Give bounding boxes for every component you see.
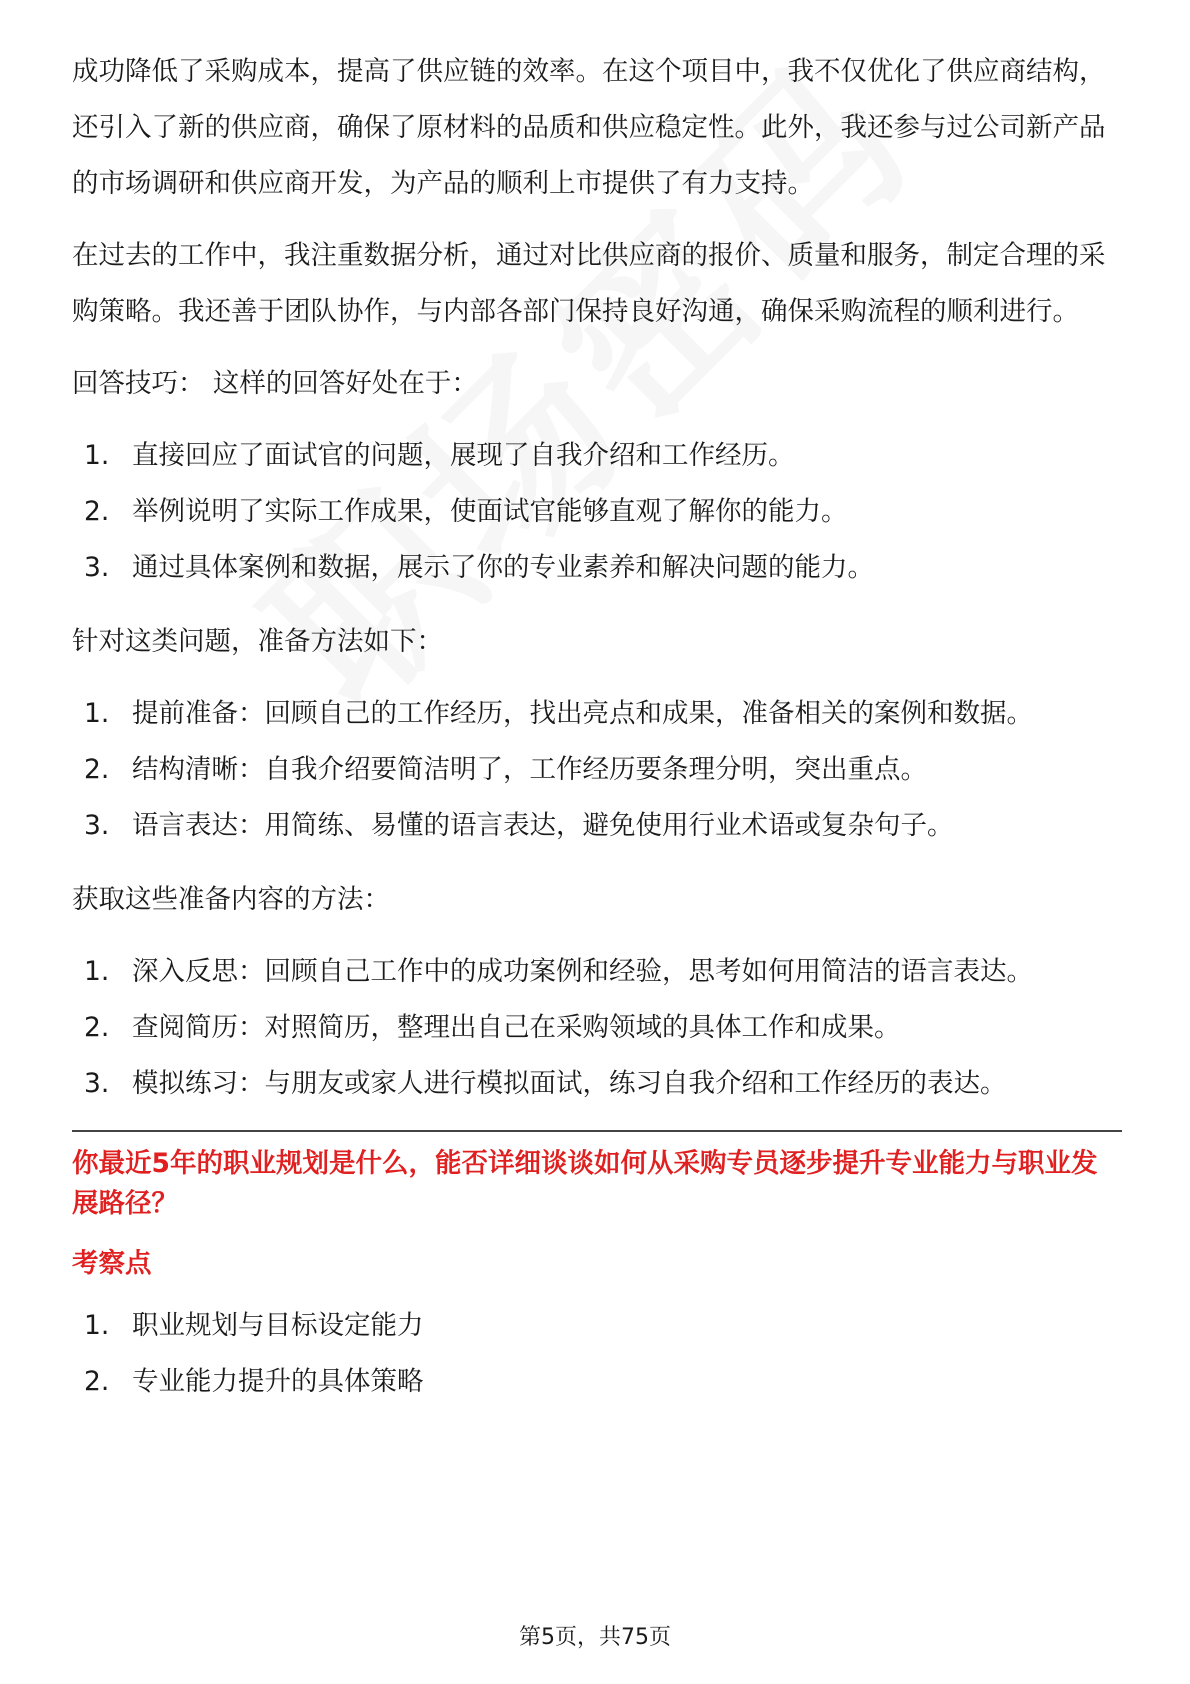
- tips-heading: 回答技巧： 这样的回答好处在于：: [72, 368, 478, 399]
- list-item: [72, 428, 1122, 484]
- list-item-text: 结构清晰：自我介绍要简洁明了，工作经历要条理分明，突出重点。: [132, 754, 927, 785]
- list-item: [72, 944, 1122, 1000]
- tips-list: [72, 428, 1122, 596]
- list-item-text: 语言表达：用简练、易懂的语言表达，避免使用行业术语或复杂句子。: [132, 810, 954, 841]
- question-title: 你最近5年的职业规划是什么，能否详细谈谈如何从采购专员逐步提升专业能力与职业发展路径？: [72, 1148, 1098, 1219]
- list-item-number: 1.: [84, 698, 110, 729]
- assessment-points-list: [72, 1298, 1122, 1410]
- list-item-number: 3.: [84, 552, 110, 583]
- list-item-number: 2.: [84, 754, 110, 785]
- sources-heading: 获取这些准备内容的方法：: [72, 884, 390, 915]
- list-item-text: 查阅简历：对照简历，整理出自己在采购领域的具体工作和成果。: [132, 1012, 901, 1043]
- prep-list: [72, 686, 1122, 854]
- list-item-number: 3.: [84, 1068, 110, 1099]
- list-item: [72, 484, 1122, 540]
- paragraph-achievements: 成功降低了采购成本，提高了供应链的效率。在这个项目中，我不仅优化了供应商结构，还引入了新的供应商，确保了原材料的品质和供应稳定性。此外，我还参与过公司新产品的市场调研和供应商开发，为产品的顺利上市提供了有力支持。: [72, 56, 1106, 199]
- list-item: [72, 1298, 1122, 1354]
- list-item: [72, 1056, 1122, 1112]
- list-item-text: 通过具体案例和数据，展示了你的专业素养和解决问题的能力。: [132, 552, 874, 583]
- list-item: [72, 1000, 1122, 1056]
- list-item-number: 2.: [84, 1366, 110, 1397]
- list-item-number: 1.: [84, 440, 110, 471]
- list-item: [72, 1354, 1122, 1410]
- prep-heading: 针对这类问题，准备方法如下：: [72, 626, 443, 657]
- list-item-text: 深入反思：回顾自己工作中的成功案例和经验，思考如何用简洁的语言表达。: [132, 956, 1033, 987]
- list-item-number: 1.: [84, 1310, 110, 1341]
- list-item-text: 职业规划与目标设定能力: [132, 1310, 424, 1341]
- paragraph-work-style: 在过去的工作中，我注重数据分析，通过对比供应商的报价、质量和服务，制定合理的采购策略。我还善于团队协作，与内部各部门保持良好沟通，确保采购流程的顺利进行。: [72, 240, 1106, 327]
- list-item-number: 3.: [84, 810, 110, 841]
- list-item: [72, 540, 1122, 596]
- list-item-number: 1.: [84, 956, 110, 987]
- list-item: [72, 742, 1122, 798]
- list-item-text: 举例说明了实际工作成果，使面试官能够直观了解你的能力。: [132, 496, 848, 527]
- list-item-text: 直接回应了面试官的问题，展现了自我介绍和工作经历。: [132, 440, 795, 471]
- sources-list: [72, 944, 1122, 1112]
- page-content: [72, 44, 1122, 1428]
- list-item: [72, 686, 1122, 742]
- question-subhead: 考察点: [72, 1248, 152, 1279]
- page-number: 第5页，共75页: [519, 1625, 671, 1650]
- list-item: [72, 798, 1122, 854]
- list-item-number: 2.: [84, 496, 110, 527]
- list-item-text: 专业能力提升的具体策略: [132, 1366, 424, 1397]
- section-divider: [72, 1130, 1122, 1132]
- list-item-text: 提前准备：回顾自己的工作经历，找出亮点和成果，准备相关的案例和数据。: [132, 698, 1033, 729]
- list-item-number: 2.: [84, 1012, 110, 1043]
- list-item-text: 模拟练习：与朋友或家人进行模拟面试，练习自我介绍和工作经历的表达。: [132, 1068, 1007, 1099]
